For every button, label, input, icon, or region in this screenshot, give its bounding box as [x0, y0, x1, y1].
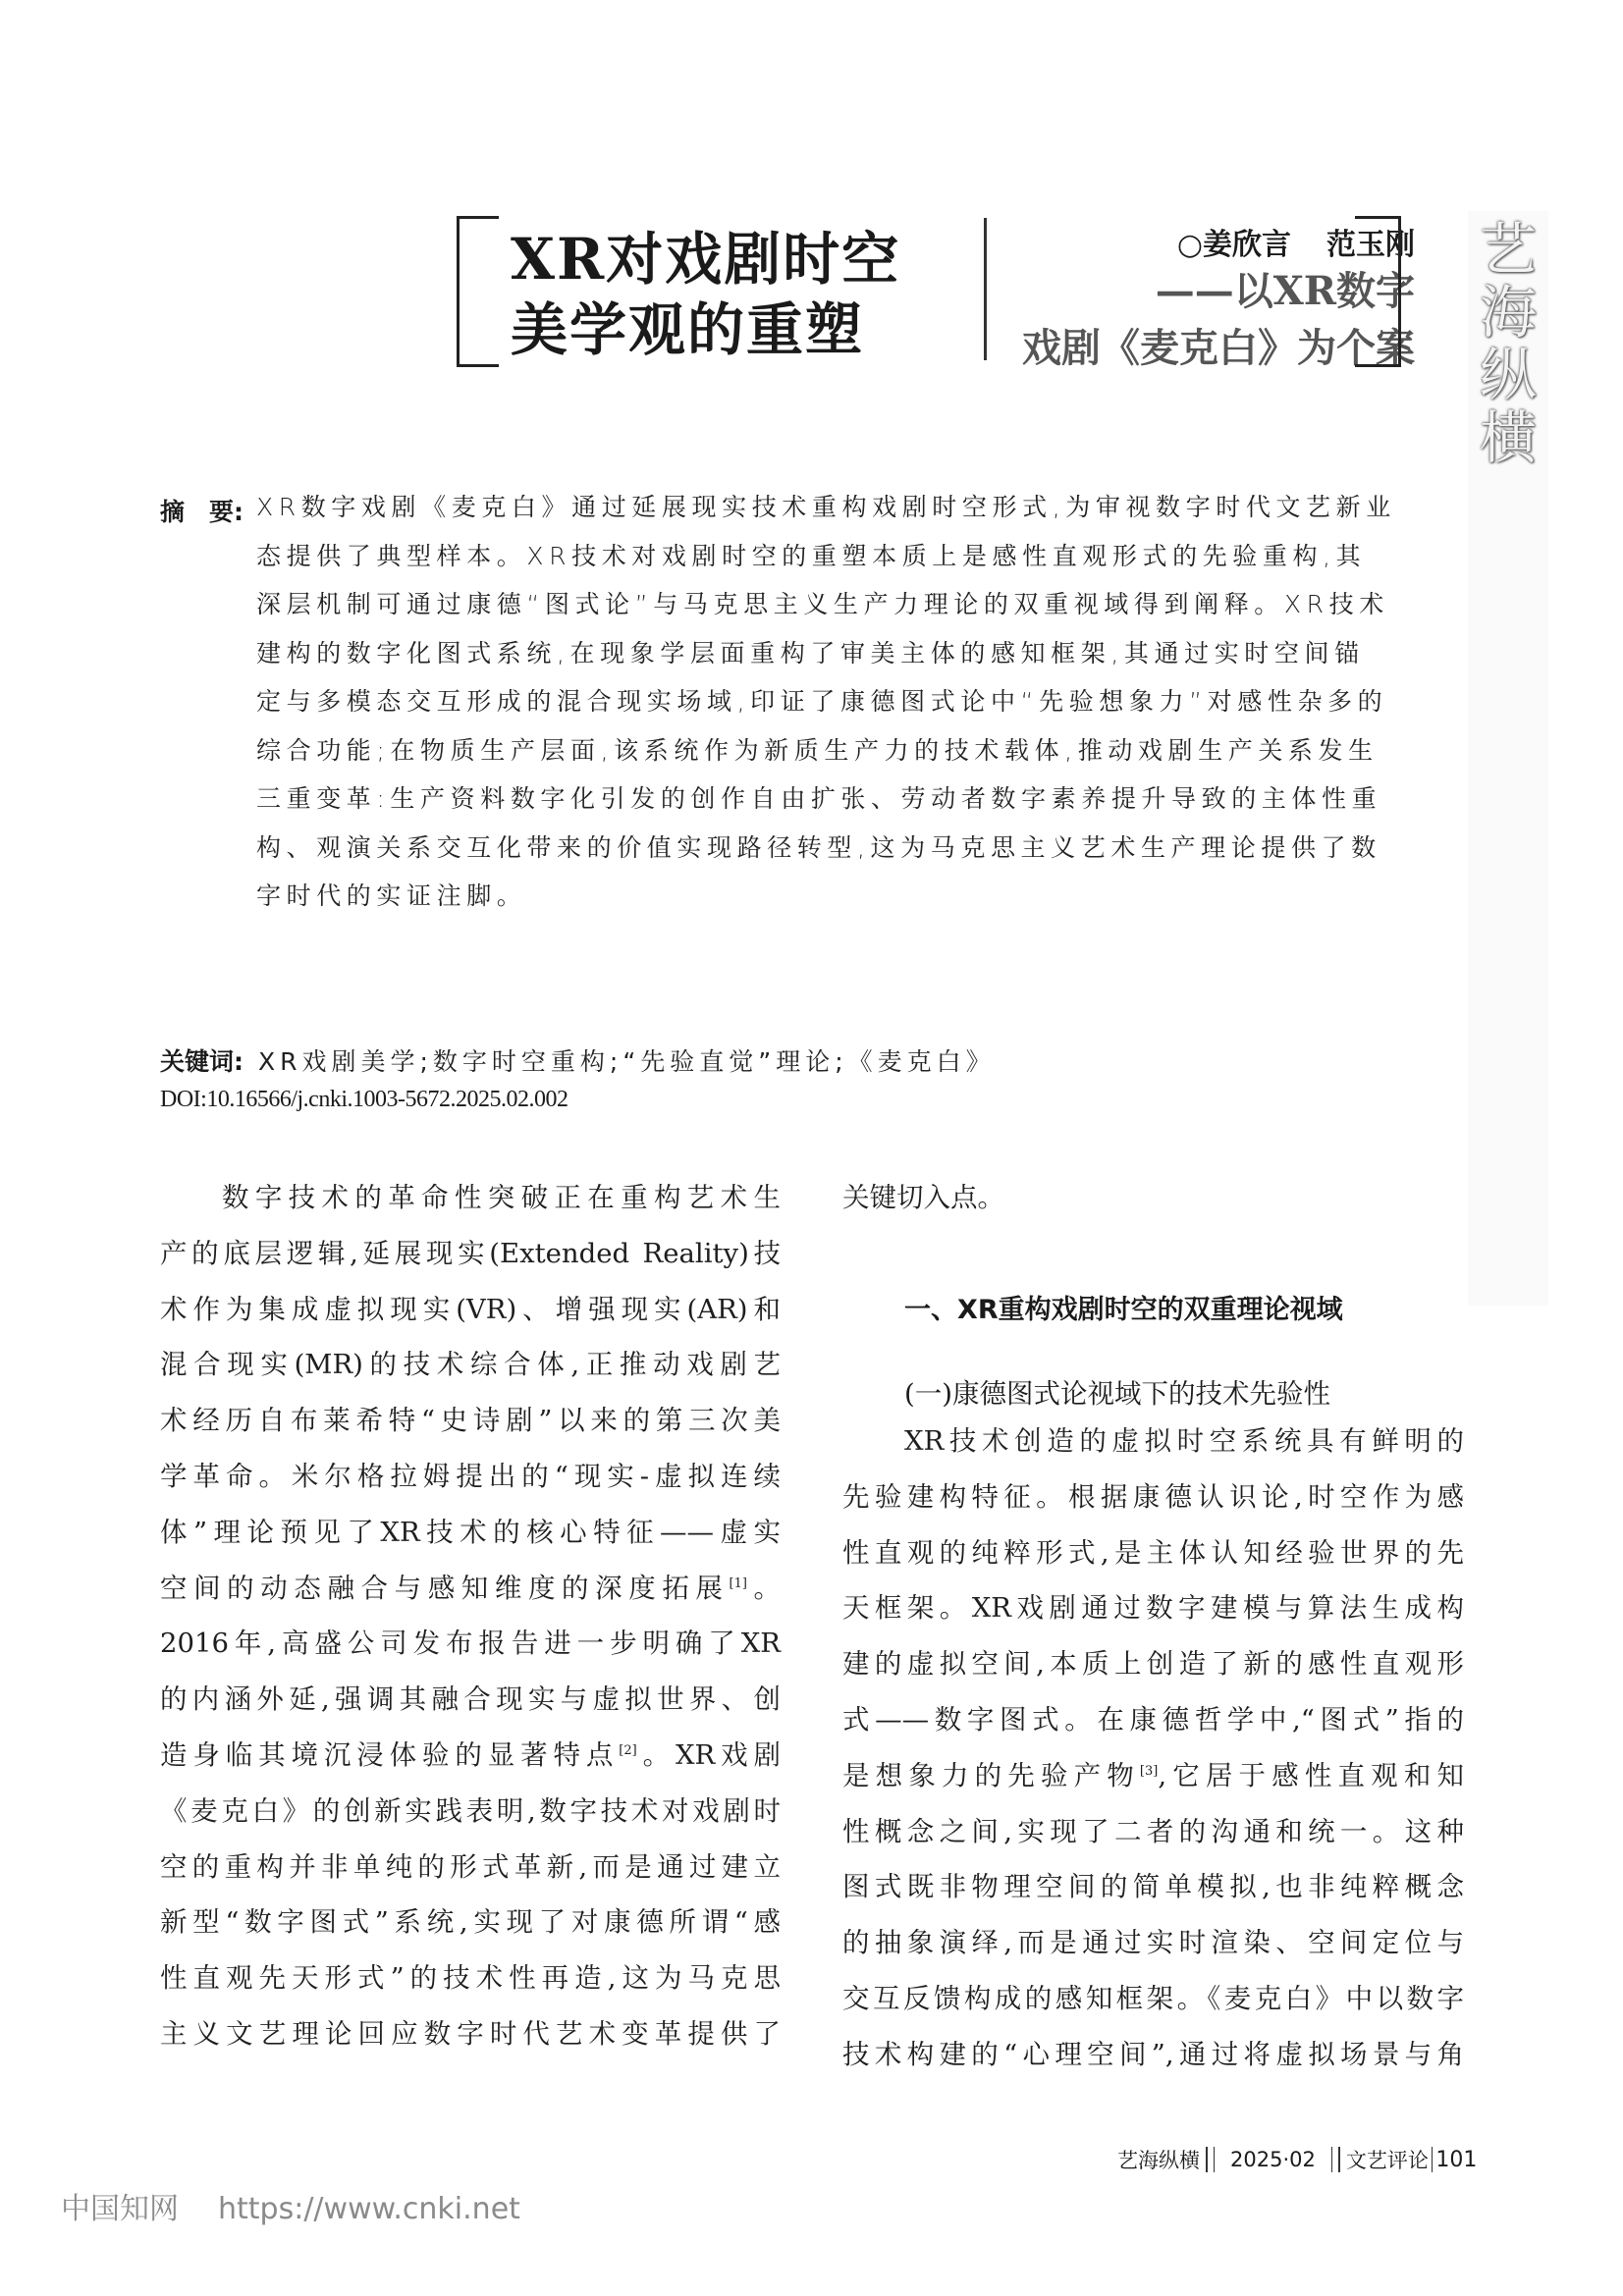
line-text: 空的重构并非单纯的形式革新,而是通过建立: [160, 1850, 781, 1883]
line-text-after-ref: ,它居于感性直观和知: [1158, 1759, 1464, 1791]
line-text: 体”理论预见了XR技术的核心特征——虚实: [160, 1516, 781, 1548]
subsection-heading: (一)康德图式论视域下的技术先验性: [904, 1378, 1330, 1410]
body-paragraph-line: 关键切入点。: [842, 1182, 1004, 1213]
body-paragraph-line: [160, 1795, 781, 1827]
line-text: 新型“数字图式”系统,实现了对康德所谓“感: [160, 1906, 781, 1939]
line-text: 《麦克白》的创新实践表明,数字技术对戏剧时: [160, 1794, 781, 1827]
body-paragraph-line: [160, 1962, 781, 1994]
body-paragraph-line: [160, 1739, 781, 1771]
body-paragraph-line: [842, 1983, 1464, 2014]
article-title: [511, 224, 900, 365]
line-text: 是想象力的先验产物: [842, 1759, 1140, 1791]
body-paragraph-line: [842, 1760, 1464, 1791]
line-text: 造身临其境沉浸体验的显著特点: [160, 1739, 620, 1771]
footer-divider: [1331, 2147, 1333, 2172]
body-paragraph-line: [842, 1592, 1464, 1624]
body-paragraph-line: [160, 1573, 781, 1604]
line-text-after-ref: 。: [746, 1572, 782, 1604]
body-paragraph-line: [842, 1648, 1464, 1680]
body-paragraph-line: [222, 1182, 781, 1213]
section-label-char: 横: [1479, 404, 1537, 471]
body-paragraph-line: [160, 1683, 781, 1715]
page-footer: [1117, 2145, 1477, 2174]
line-text: 先验建构特征。根据康德认识论,时空作为感: [842, 1480, 1464, 1513]
line-text: 2016年,高盛公司发布报告进一步明确了XR: [160, 1628, 781, 1660]
line-text: 产的底层逻辑,延展现实(Extended Reality)技: [160, 1237, 781, 1269]
body-paragraph-line: [160, 1906, 781, 1938]
abstract-line: 三重变革:生产资料数字化引发的创作自由扩张、劳动者数字素养提升导致的主体性重: [256, 784, 1382, 813]
body-paragraph-line: [160, 1628, 781, 1659]
body-paragraph-line: [842, 2039, 1464, 2070]
watermark-brand: 中国知网: [61, 2192, 179, 2226]
abstract-line: 态提供了典型样本。XR技术对戏剧时空的重塑本质上是感性直观形式的先验重构,其: [256, 541, 1367, 570]
citation-ref[interactable]: [2]: [619, 1743, 637, 1758]
line-text: XR技术创造的虚拟时空系统具有鲜明的: [904, 1425, 1464, 1457]
title-divider: [984, 218, 987, 360]
abstract-line: 字时代的实证注脚。: [256, 881, 527, 910]
footer-divider: [1214, 2147, 1216, 2172]
doi-text: DOI:10.16566/j.cnki.1003-5672.2025.02.002: [160, 1087, 568, 1112]
abstract-line: 建构的数字化图式系统,在现象学层面重构了审美主体的感知框架,其通过实时空间锚: [256, 638, 1365, 667]
author-marker-icon: ○: [1176, 228, 1203, 262]
body-paragraph-line: [160, 1461, 781, 1492]
line-text: 天框架。XR戏剧通过数字建模与算法生成构: [842, 1592, 1464, 1625]
citation-ref[interactable]: [3]: [1139, 1763, 1159, 1779]
footer-issue: 2025·02: [1230, 2148, 1316, 2171]
line-text: 式——数字图式。在康德哲学中,“图式”指的: [842, 1704, 1464, 1735]
line-text: 学革命。米尔格拉姆提出的“现实-虚拟连续: [160, 1461, 781, 1492]
title-bracket-left: [457, 216, 499, 367]
body-paragraph-line: [160, 1405, 781, 1436]
body-paragraph-line: [842, 1871, 1464, 1902]
line-text: 主义文艺理论回应数字时代艺术变革提供了: [160, 2018, 781, 2050]
line-text: 性概念之间,实现了二者的沟通和统一。这种: [842, 1815, 1464, 1847]
body-paragraph-line: [160, 1294, 781, 1325]
section-heading: 一、XR重构戏剧时空的双重理论视域: [904, 1295, 1343, 1325]
watermark-url[interactable]: https://www.cnki.net: [218, 2192, 520, 2226]
abstract-line: 定与多模态交互形成的混合现实场域,印证了康德图式论中“先验想象力”对感性杂多的: [256, 687, 1388, 716]
abstract-line: 综合功能;在物质生产层面,该系统作为新质生产力的技术载体,推动戏剧生产关系发生: [256, 735, 1379, 765]
line-text: 混合现实(MR)的技术综合体,正推动戏剧艺: [160, 1349, 781, 1381]
footer-section: 艺海纵横: [1117, 2149, 1200, 2172]
body-paragraph-line: [160, 1517, 781, 1548]
footer-divider: [1432, 2147, 1434, 2172]
body-paragraph-line: [842, 1816, 1464, 1847]
line-text: 数字技术的革命性突破正在重构艺术生: [222, 1182, 781, 1213]
body-paragraph-line: [904, 1425, 1464, 1457]
citation-ref[interactable]: [1]: [729, 1575, 747, 1591]
author-name: 范玉刚: [1326, 228, 1415, 262]
body-paragraph-line: [842, 1927, 1464, 1958]
line-text-after-ref: 。XR戏剧: [636, 1739, 781, 1771]
line-text: 建的虚拟空间,本质上创造了新的感性直观形: [842, 1648, 1464, 1681]
line-text: 术作为集成虚拟现实(VR)、增强现实(AR)和: [160, 1293, 781, 1325]
line-text: 性直观先天形式”的技术性再造,这为马克思: [160, 1962, 781, 1995]
abstract-label: 摘 要:: [160, 498, 243, 526]
article-title-line: 美学观的重塑: [511, 296, 865, 363]
keywords-text: XR戏剧美学;数字时空重构;“先验直觉”理论;《麦克白》: [258, 1047, 996, 1076]
line-text: 图式既非物理空间的简单模拟,也非纯粹概念: [842, 1871, 1464, 1903]
footer-journal: 文艺评论: [1345, 2149, 1429, 2172]
article-title-line: XR对戏剧时空: [511, 226, 901, 293]
footer-divider: [1338, 2147, 1340, 2172]
body-paragraph-line: [160, 1349, 781, 1380]
section-label-char: 海: [1479, 279, 1537, 346]
line-text: 术经历自布莱希特“史诗剧”以来的第三次美: [160, 1405, 781, 1437]
line-text: 空间的动态融合与感知维度的深度拓展: [160, 1572, 730, 1604]
keywords-label: 关键词:: [160, 1047, 243, 1076]
article-subtitle-line: ——以XR数字: [1155, 268, 1415, 314]
abstract-line: 构、观演关系交互化带来的价值实现路径转型,这为马克思主义艺术生产理论提供了数: [256, 832, 1381, 862]
line-text: 的内涵外延,强调其融合现实与虚拟世界、创: [160, 1683, 781, 1716]
body-paragraph-line: [160, 2018, 781, 2050]
abstract-line: 深层机制可通过康德“图式论”与马克思主义生产力理论的双重视域得到阐释。XR技术: [256, 590, 1389, 618]
abstract-line: XR数字戏剧《麦克白》通过延展现实技术重构戏剧时空形式,为审视数字时代文艺新业: [256, 493, 1396, 521]
body-paragraph-line: [160, 1238, 781, 1269]
section-label-vertical: [1473, 218, 1543, 469]
line-text: 性直观的纯粹形式,是主体认知经验世界的先: [842, 1536, 1464, 1569]
line-text: 技术构建的“心理空间”,通过将虚拟场景与角: [842, 2038, 1464, 2070]
page-number: 101: [1435, 2147, 1478, 2172]
body-paragraph-line: [842, 1704, 1464, 1735]
body-paragraph-line: [160, 1851, 781, 1883]
section-label-char: 艺: [1479, 216, 1537, 283]
body-paragraph-line: [842, 1481, 1464, 1513]
line-text: 交互反馈构成的感知框架。《麦克白》中以数字: [842, 1983, 1464, 2014]
section-label-char: 纵: [1479, 342, 1537, 408]
title-bracket-right: [1355, 216, 1401, 367]
watermark: [61, 2184, 520, 2227]
body-paragraph-line: [842, 1537, 1464, 1569]
footer-divider: [1206, 2147, 1208, 2172]
article-subtitle-line: 戏剧《麦克白》为个案: [1022, 325, 1415, 371]
author-name: 姜欣言: [1203, 228, 1291, 262]
line-text: 的抽象演绎,而是通过实时渲染、空间定位与: [842, 1927, 1464, 1959]
